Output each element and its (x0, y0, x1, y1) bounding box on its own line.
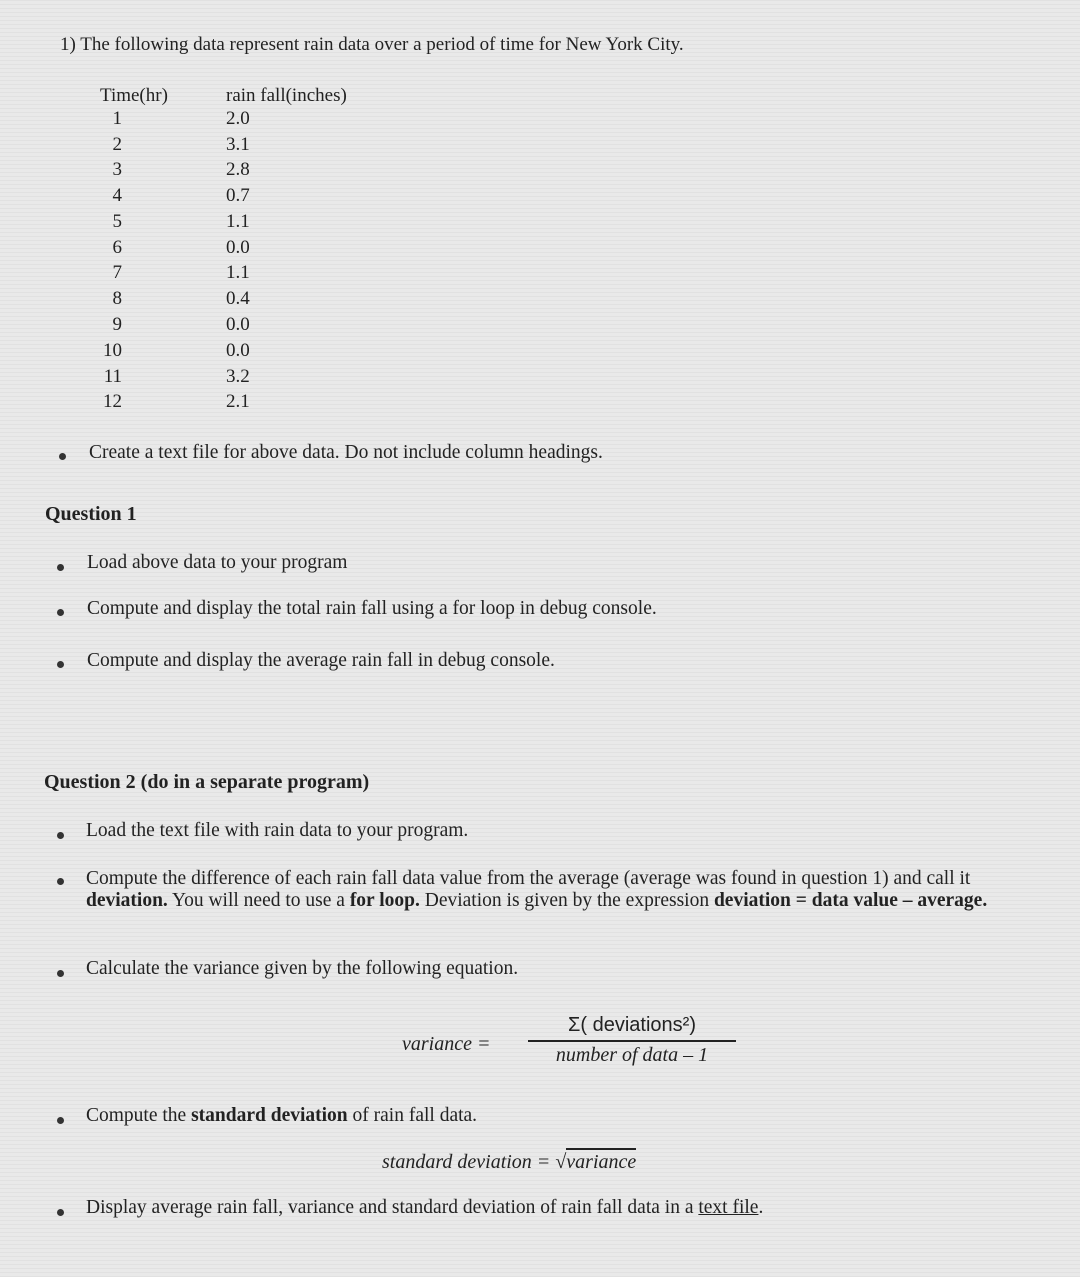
std-term: standard deviation (191, 1105, 348, 1126)
bullet-dot (57, 970, 64, 977)
bullet-dot (57, 1209, 64, 1216)
bullet-dot (57, 564, 64, 571)
std-eq-lhs: standard deviation = (382, 1151, 556, 1173)
table-cell-rain: 0.7 (226, 185, 250, 206)
deviation-expression: deviation = data value – average. (713, 890, 988, 911)
std-dev-equation (382, 1151, 636, 1174)
fraction-bar (528, 1040, 736, 1042)
question-1-heading: Question 1 (45, 503, 137, 525)
deviation-text-1: Compute the difference of each rain fall data value from the average (average was found in question 1) and call it (86, 868, 971, 889)
bullet-dot (57, 609, 64, 616)
table-cell-rain: 2.8 (226, 159, 250, 180)
q2-item-load: Load the text file with rain data to your program. (86, 820, 469, 841)
table-cell-time: 9 (112, 314, 122, 335)
variance-denominator: number of data – 1 (555, 1044, 709, 1066)
q1-item-average: Compute and display the average rain fall in debug console. (87, 650, 555, 671)
table-cell-time: 6 (112, 237, 122, 258)
table-cell-time: 7 (112, 262, 122, 283)
table-cell-rain: 3.2 (226, 366, 250, 387)
table-cell-time: 3 (112, 159, 122, 180)
q2-item-deviation (86, 868, 1056, 912)
deviation-text-3: Deviation is given by the expression (419, 890, 714, 911)
q1-item-load: Load above data to your program (87, 552, 348, 573)
table-cell-rain: 0.0 (226, 237, 250, 258)
sqrt-radicand: variance (566, 1148, 636, 1173)
bullet-dot (57, 878, 64, 885)
variance-numerator: Σ( deviations²) (568, 1014, 696, 1036)
instruction-create-file: Create a text file for above data. Do not include column headings. (89, 442, 603, 463)
q2-item-std-dev (86, 1105, 477, 1127)
table-cell-time: 4 (112, 185, 122, 206)
table-cell-rain: 1.1 (226, 262, 250, 283)
table-cell-rain: 0.0 (226, 340, 250, 361)
table-cell-time: 5 (112, 211, 122, 232)
problem-intro: 1) The following data represent rain data over a period of time for New York City. (60, 34, 684, 55)
deviation-term: deviation. (86, 890, 168, 911)
table-cell-time: 2 (112, 134, 122, 155)
display-text-2: . (758, 1197, 764, 1218)
text-file-link[interactable]: text file (698, 1197, 759, 1218)
sqrt-symbol: √ (555, 1151, 567, 1173)
table-header-time: Time(hr) (100, 85, 168, 106)
table-cell-rain: 1.1 (226, 211, 250, 232)
display-text-1: Display average rain fall, variance and standard deviation of rain fall data in a (86, 1197, 699, 1218)
bullet-dot (57, 832, 64, 839)
table-cell-rain: 0.0 (226, 314, 250, 335)
bullet-dot (59, 453, 66, 460)
std-text-1: Compute the (86, 1105, 192, 1126)
table-cell-time: 10 (103, 340, 122, 361)
table-cell-rain: 3.1 (226, 134, 250, 155)
table-cell-time: 12 (103, 391, 122, 412)
table-cell-rain: 2.0 (226, 108, 250, 129)
table-cell-time: 11 (103, 366, 122, 387)
table-cell-rain: 2.1 (226, 391, 250, 412)
table-cell-time: 1 (112, 108, 122, 129)
q2-item-display (86, 1197, 763, 1219)
q2-item-variance: Calculate the variance given by the following equation. (86, 958, 519, 979)
variance-equation-lhs: variance = (402, 1033, 491, 1055)
variance-equation-fraction (528, 1014, 736, 1067)
bullet-dot (57, 661, 64, 668)
table-cell-time: 8 (112, 288, 122, 309)
for-loop-term: for loop. (349, 890, 420, 911)
deviation-text-2: You will need to use a (167, 890, 350, 911)
bullet-dot (57, 1117, 64, 1124)
q1-item-total: Compute and display the total rain fall using a for loop in debug console. (87, 598, 657, 619)
std-text-2: of rain fall data. (347, 1105, 478, 1126)
table-cell-rain: 0.4 (226, 288, 250, 309)
table-header-rainfall: rain fall(inches) (226, 85, 347, 106)
question-2-heading: Question 2 (do in a separate program) (44, 771, 370, 793)
